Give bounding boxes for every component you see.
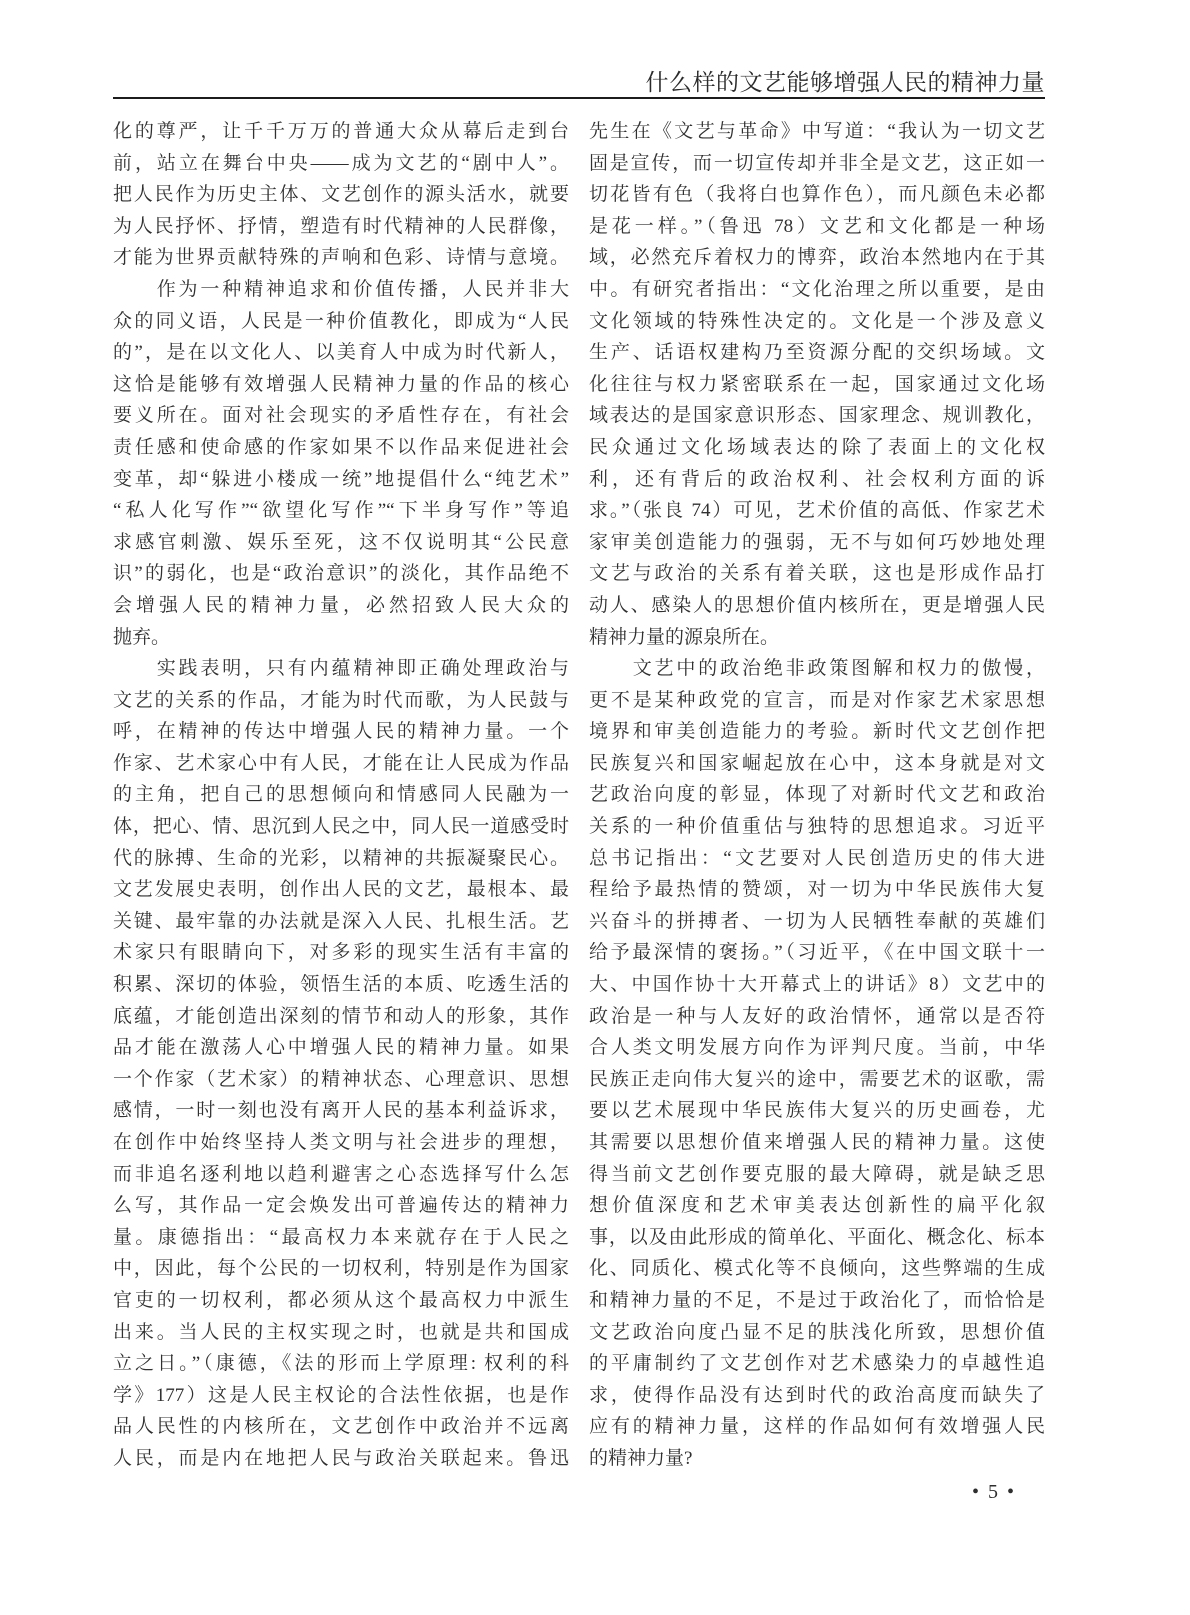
- text-line: 要义所在。面对社会现实的矛盾性存在，有社会: [113, 405, 569, 427]
- text-line: 事，以及由此形成的简单化、平面化、概念化、标本: [589, 1226, 1045, 1248]
- text-line: 是花一样。”（鲁迅 78）文艺和文化都是一种场: [589, 215, 1045, 237]
- text-line: 官吏的一切权利，都必须从这个最高权力中派生: [113, 1289, 569, 1311]
- text-line: 程给予最热情的赞颂，对一切为中华民族伟大复: [589, 879, 1045, 901]
- text-line: 为人民抒怀、抒情，塑造有时代精神的人民群像，: [113, 215, 569, 237]
- text-line: 民众通过文化场域表达的除了表面上的文化权: [589, 436, 1045, 458]
- text-line: 境界和审美创造能力的考验。新时代文艺创作把: [589, 721, 1045, 743]
- text-line: 出来。当人民的主权实现之时，也就是共和国成: [113, 1321, 569, 1343]
- text-line: 抛弃。: [113, 626, 171, 648]
- text-line: 总书记指出：“文艺要对人民创造历史的伟大进: [589, 847, 1045, 869]
- text-line: 底蕴，才能创造出深刻的情节和动人的形象，其作: [113, 1005, 569, 1027]
- text-line: 作家、艺术家心中有人民，才能在让人民成为作品: [113, 752, 569, 774]
- text-line: “私人化写作”“欲望化写作”“下半身写作”等追: [113, 500, 569, 522]
- text-line: 给予最深情的褒扬。”（习近平，《在中国文联十一: [589, 942, 1045, 964]
- text-line: 固是宣传，而一切宣传却并非全是文艺，这正如一: [589, 152, 1045, 174]
- text-line: 艺政治向度的彰显，体现了对新时代文艺和政治: [589, 784, 1045, 806]
- text-line: 品才能在激荡人心中增强人民的精神力量。如果: [113, 1037, 569, 1059]
- text-line: 求感官刺激、娱乐至死，这不仅说明其“公民意: [113, 531, 569, 553]
- text-line: 文艺的关系的作品，才能为时代而歌，为人民鼓与: [113, 689, 569, 711]
- text-line: 这恰是能够有效增强人民精神力量的作品的核心: [113, 373, 569, 395]
- page-number: • 5 •: [971, 1481, 1016, 1503]
- text-line: 更不是某种政党的宣言，而是对作家艺术家思想: [589, 689, 1045, 711]
- text-line: 么写，其作品一定会焕发出可普遍传达的精神力: [113, 1195, 569, 1217]
- text-line: 求，使得作品没有达到时代的政治高度而缺失了: [589, 1384, 1045, 1406]
- text-line: 得当前文艺创作要克服的最大障碍，就是缺乏思: [589, 1163, 1045, 1185]
- text-line: 术家只有眼睛向下，对多彩的现实生活有丰富的: [113, 942, 569, 964]
- text-line: 化、同质化、模式化等不良倾向，这些弊端的生成: [589, 1258, 1045, 1280]
- header-rule: [113, 97, 1045, 99]
- text-column-right: [589, 116, 1045, 1475]
- text-line: 的精神力量?: [589, 1447, 693, 1469]
- text-line: 在创作中始终坚持人类文明与社会进步的理想，: [113, 1132, 569, 1153]
- text-line: 立之日。”（康德，《法的形而上学原理: 权利的科: [113, 1353, 569, 1375]
- text-line: 众的同义语，人民是一种价值教化，即成为“人民: [113, 310, 569, 332]
- text-line: 呼，在精神的传达中增强人民的精神力量。一个: [113, 721, 569, 743]
- text-line: 的”，是在以文化人、以美育人中成为时代新人，: [113, 342, 569, 364]
- text-line: 域，必然充斥着权力的博弈，政治本然地内在于其: [589, 247, 1045, 269]
- text-line: 关系的一种价值重估与独特的思想追求。习近平: [589, 816, 1045, 838]
- text-line: 动人、感染人的思想价值内核所在，更是增强人民: [589, 594, 1045, 616]
- text-line: 政治是一种与人友好的政治情怀，通常以是否符: [589, 1005, 1045, 1027]
- text-line: 文艺与政治的关系有着关联，这也是形成作品打: [589, 563, 1045, 585]
- text-line: 文艺发展史表明，创作出人民的文艺，最根本、最: [113, 879, 569, 901]
- text-line: 代的脉搏、生命的光彩，以精神的共振凝聚民心。: [113, 847, 569, 869]
- text-line: 生产、话语权建构乃至资源分配的交织场域。文: [589, 342, 1045, 364]
- text-line: 才能为世界贡献特殊的声响和色彩、诗情与意境。: [113, 247, 569, 269]
- text-line: 人民，而是内在地把人民与政治关联起来。鲁迅: [113, 1447, 569, 1469]
- text-line: 家审美创造能力的强弱，无不与如何巧妙地处理: [589, 531, 1045, 553]
- text-line: 把人民作为历史主体、文艺创作的源头活水，就要: [113, 184, 569, 206]
- text-line: 文艺政治向度凸显不足的肤浅化所致，思想价值: [589, 1321, 1045, 1343]
- text-line: 民族正走向伟大复兴的途中，需要艺术的讴歌，需: [589, 1068, 1045, 1090]
- text-line: 会增强人民的精神力量，必然招致人民大众的: [113, 594, 569, 616]
- text-line: 文化领域的特殊性决定的。文化是一个涉及意义: [589, 310, 1045, 332]
- text-line: 实践表明，只有内蕴精神即正确处理政治与: [113, 658, 569, 680]
- text-line: 兴奋斗的拼搏者、一切为人民牺牲奉献的英雄们: [589, 910, 1045, 932]
- text-line: 的主角，把自己的思想倾向和情感同人民融为一: [113, 784, 569, 806]
- text-line: 品人民性的内核所在，文艺创作中政治并不远离: [113, 1416, 569, 1438]
- text-line: 积累、深切的体验，领悟生活的本质、吃透生活的: [113, 974, 569, 996]
- text-line: 求。”（张良 74）可见，艺术价值的高低、作家艺术: [589, 500, 1045, 522]
- text-line: 学》177）这是人民主权论的合法性依据，也是作: [113, 1384, 569, 1406]
- text-line: 量。康德指出：“最高权力本来就存在于人民之: [113, 1226, 569, 1248]
- text-line: 关键、最牢靠的办法就是深入人民、扎根生活。艺: [113, 910, 569, 932]
- text-line: 一个作家（艺术家）的精神状态、心理意识、思想: [113, 1068, 569, 1090]
- running-head-title: 什么样的文艺能够增强人民的精神力量: [645, 69, 1045, 95]
- text-line: 变革，却“躲进小楼成一统”地提倡什么“纯艺术”: [113, 468, 569, 490]
- text-line: 大、中国作协十大开幕式上的讲话》8）文艺中的: [589, 974, 1045, 996]
- text-line: 作为一种精神追求和价值传播，人民并非大: [113, 278, 569, 300]
- text-line: 中。有研究者指出：“文化治理之所以重要，是由: [589, 278, 1045, 300]
- text-line: 识”的弱化，也是“政治意识”的淡化，其作品绝不: [113, 563, 569, 585]
- text-line: 和精神力量的不足，不是过于政治化了，而恰恰是: [589, 1289, 1045, 1311]
- text-line: 要以艺术展现中华民族伟大复兴的历史画卷，尤: [589, 1100, 1045, 1122]
- text-line: 中，因此，每个公民的一切权利，特别是作为国家: [113, 1258, 569, 1280]
- text-line: 化往往与权力紧密联系在一起，国家通过文化场: [589, 373, 1045, 395]
- text-line: 文艺中的政治绝非政策图解和权力的傲慢，: [589, 658, 1045, 680]
- text-line: 切花皆有色（我将白也算作色），而凡颜色未必都: [589, 184, 1045, 206]
- text-line: 其需要以思想价值来增强人民的精神力量。这使: [589, 1132, 1045, 1153]
- text-line: 感情，一时一刻也没有离开人民的基本利益诉求，: [113, 1100, 569, 1122]
- text-line: 先生在《文艺与革命》中写道：“我认为一切文艺: [589, 121, 1045, 142]
- text-line: 精神力量的源泉所在。: [589, 626, 780, 648]
- text-line: 而非追名逐利地以趋利避害之心态选择写什么怎: [113, 1163, 569, 1185]
- text-line: 应有的精神力量，这样的作品如何有效增强人民: [589, 1416, 1045, 1438]
- text-line: 域表达的是国家意识形态、国家理念、规训教化，: [589, 405, 1045, 427]
- text-line: 的平庸制约了文艺创作对艺术感染力的卓越性追: [589, 1353, 1045, 1375]
- text-line: 责任感和使命感的作家如果不以作品来促进社会: [113, 436, 569, 458]
- text-column-left: [113, 116, 569, 1475]
- text-line: 民族复兴和国家崛起放在心中，这本身就是对文: [589, 752, 1045, 774]
- text-line: 前，站立在舞台中央——成为文艺的“剧中人”。: [113, 152, 569, 174]
- text-line: 利，还有背后的政治权利、社会权利方面的诉: [589, 468, 1045, 490]
- text-line: 化的尊严，让千千万万的普通大众从幕后走到台: [113, 121, 569, 142]
- text-line: 想价值深度和艺术审美表达创新性的扁平化叙: [589, 1195, 1045, 1217]
- text-line: 合人类文明发展方向作为评判尺度。当前，中华: [589, 1037, 1045, 1059]
- text-line: 体，把心、情、思沉到人民之中，同人民一道感受时: [113, 816, 569, 838]
